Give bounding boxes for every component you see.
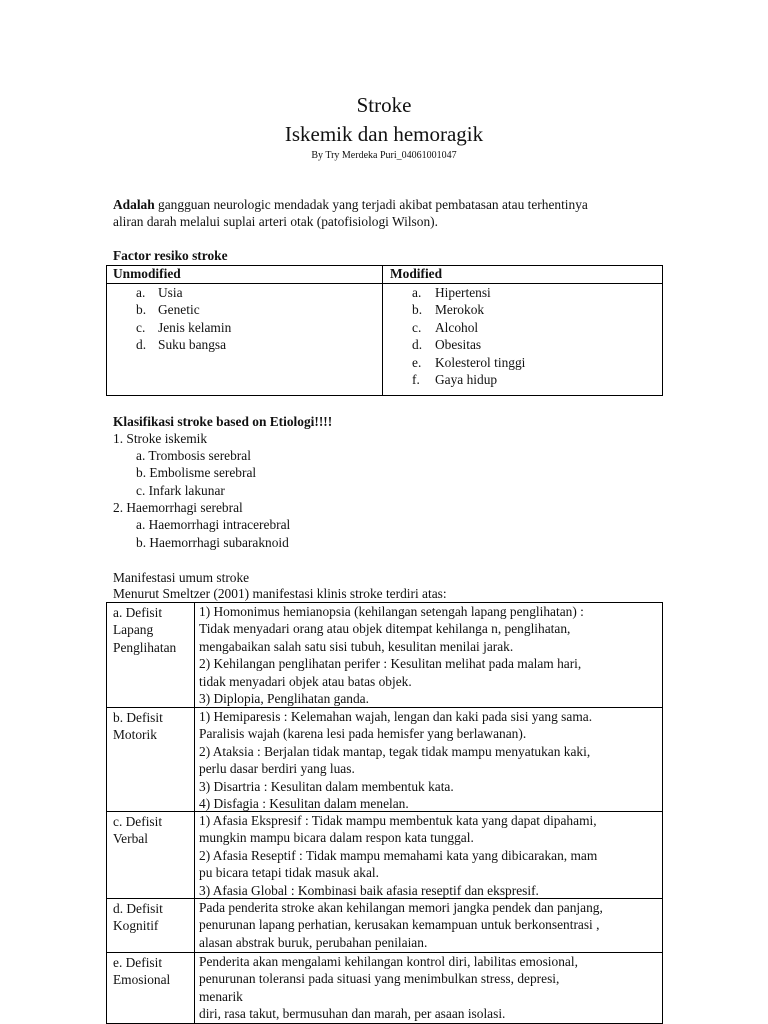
manifestation-row	[106, 811, 663, 899]
classification-sub: a. Trombosis serebral	[136, 448, 251, 463]
document-title: Stroke	[356, 93, 412, 117]
manifestation-row	[106, 602, 663, 708]
list-item: Usia	[158, 285, 183, 300]
manifestation-label: d. Defisit Kognitif	[113, 901, 163, 934]
classification-sub: c. Infark lakunar	[136, 483, 225, 498]
definition-text-line2: aliran darah melalui suplai arteri otak (patofisiologi Wilson).	[113, 214, 438, 229]
classification-heading: Klasifikasi stroke based on Etiologi!!!!	[113, 414, 333, 429]
classification-item-1: 1. Stroke iskemik	[113, 431, 208, 446]
unmodified-header: Unmodified	[113, 266, 181, 281]
list-marker: d.	[412, 337, 423, 353]
list-marker: b.	[412, 302, 423, 318]
classification-item-2: 2. Haemorrhagi serebral	[113, 500, 243, 515]
list-marker: a.	[412, 285, 422, 300]
definition-paragraph	[113, 196, 588, 213]
list-marker: a.	[136, 285, 146, 300]
list-marker: c.	[136, 319, 146, 335]
manifestation-description: Pada penderita stroke akan kehilangan memori jangka pendek dan panjang, penurunan lapang perhatian, kerusakan kemampuan untuk berkonsentrasi , alasan abstrak buruk, perubahan penilaian.	[199, 900, 603, 950]
list-item: Genetic	[158, 302, 200, 318]
list-item: Alcohol	[435, 319, 479, 335]
list-item: Jenis kelamin	[158, 319, 232, 335]
list-item: Merokok	[435, 302, 485, 318]
manifestation-label: a. Defisit Lapang Penglihatan	[113, 605, 177, 655]
manifestation-description: 1) Hemiparesis : Kelemahan wajah, lengan dan kaki pada sisi yang sama. Paralisis wajah (karena lesi pada hemisfer yang berlawanan). 2) Ataksia : Berjalan tidak mantap, tegak tidak mampu menyatukan kaki, perlu dasar berdiri yang luas. 3) Disartria : Kesulitan dalam membentuk kata. 4) Disfagia : Kesulitan dalam menelan.	[199, 709, 593, 812]
manifestation-label: b. Defisit Motorik	[113, 710, 163, 743]
list-item: Suku bangsa	[158, 337, 227, 353]
list-marker: f.	[412, 372, 420, 387]
list-item: Obesitas	[435, 337, 482, 353]
definition-text-line1: gangguan neurologic mendadak yang terjadi akibat pembatasan atau terhentinya	[154, 197, 588, 212]
list-marker: e.	[412, 354, 422, 370]
list-item: Hipertensi	[435, 285, 491, 300]
risk-factors-heading: Factor resiko stroke	[113, 248, 228, 263]
list-marker: c.	[412, 319, 422, 335]
list-marker: b.	[136, 302, 147, 318]
author-byline: By Try Merdeka Puri_04061001047	[311, 150, 457, 161]
classification-sub: b. Embolisme serebral	[136, 465, 257, 480]
manifestation-description: 1) Afasia Ekspresif : Tidak mampu membentuk kata yang dapat dipahami, mungkin mampu bicara dalam respon kata tunggal. 2) Afasia Reseptif : Tidak mampu memahami kata yang dibicarakan, mam pu bicara tetapi tidak masuk akal. 3) Afasia Global : Kombinasi baik afasia reseptif dan ekspresif.	[199, 813, 598, 898]
manifestation-row	[106, 898, 663, 953]
manifestation-label: e. Defisit Emosional	[113, 955, 171, 988]
definition-term: Adalah	[113, 197, 155, 212]
classification-sub: b. Haemorrhagi subaraknoid	[136, 535, 289, 550]
manifestation-description: 1) Homonimus hemianopsia (kehilangan setengah lapang penglihatan) : Tidak menyadari orang atau objek ditempat kehilanga n, penglihatan, mengabaikan salah satu sisi tubuh, kesulitan menilai jarak. 2) Kehilangan penglihatan perifer : Kesulitan melihat pada malam hari, tidak menyadari objek atau batas objek. 3) Diplopia, Penglihatan ganda.	[199, 604, 584, 707]
manifestation-description: Penderita akan mengalami kehilangan kontrol diri, labilitas emosional, penurunan toleransi pada situasi yang menimbulkan stress, depresi, menarik diri, rasa takut, bermusuhan dan marah, per asaan isolasi.	[199, 954, 578, 1022]
list-marker: d.	[136, 337, 147, 353]
manifestation-intro: Menurut Smeltzer (2001) manifestasi klinis stroke terdiri atas:	[113, 586, 447, 601]
modified-header: Modified	[390, 266, 443, 281]
document-subtitle: Iskemik dan hemoragik	[284, 122, 484, 146]
manifestation-label: c. Defisit Verbal	[113, 814, 163, 847]
classification-sub: a. Haemorrhagi intracerebral	[136, 517, 291, 532]
manifestation-row	[106, 952, 663, 1024]
list-item: Gaya hidup	[435, 372, 498, 387]
manifestation-heading: Manifestasi umum stroke	[113, 570, 250, 585]
list-item: Kolesterol tinggi	[435, 354, 526, 370]
manifestation-row	[106, 707, 663, 812]
